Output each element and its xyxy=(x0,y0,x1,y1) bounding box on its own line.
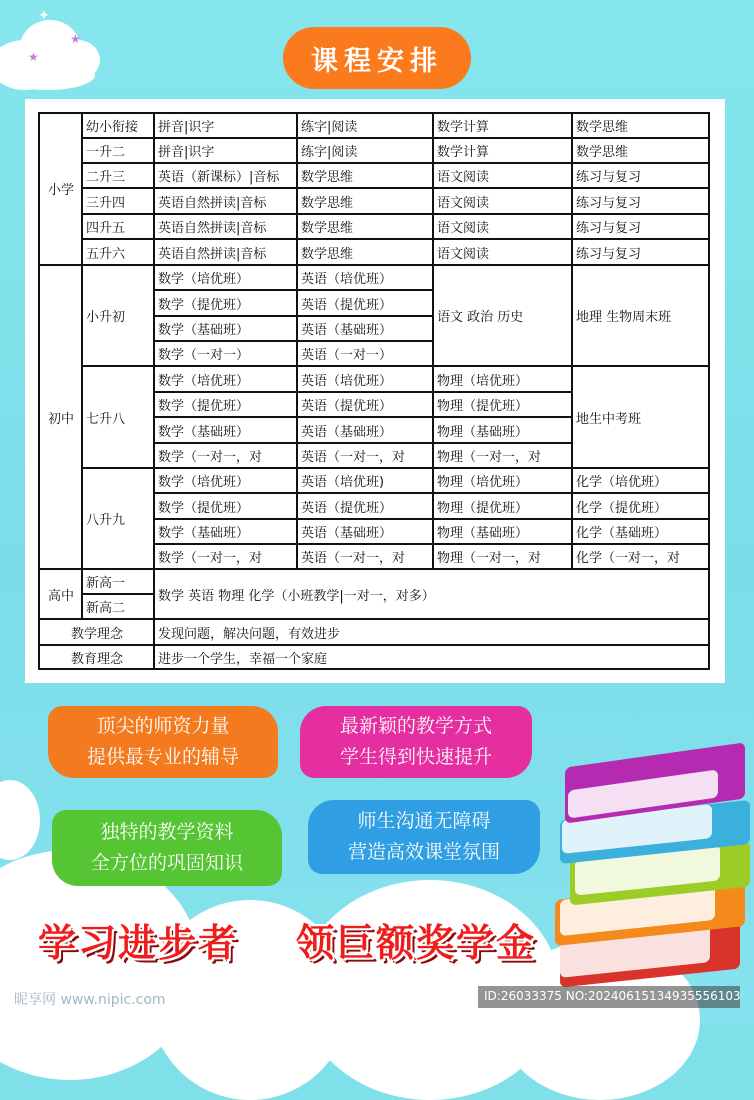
grade-label: 四升五 xyxy=(86,221,126,236)
course-cell: 物理（基础班） xyxy=(437,526,529,541)
course-cell: 数学思维 xyxy=(301,246,354,262)
course-cell: 数学计算 xyxy=(437,119,490,135)
section-label-high: 高中 xyxy=(47,588,74,604)
course-cell: 化学（培优班） xyxy=(576,475,668,490)
course-cell: 练习与复习 xyxy=(576,221,642,236)
table-rule xyxy=(81,112,83,619)
course-cell: 英语（基础班） xyxy=(301,323,393,338)
course-cell: 练字|阅读 xyxy=(301,145,358,160)
feature-tag-materials xyxy=(52,810,282,886)
feature-tag-teachers xyxy=(48,706,278,778)
teaching-philosophy-label: 教学理念 xyxy=(70,626,123,642)
section-label-middle: 初中 xyxy=(47,411,74,427)
course-cell: 英语（提优班） xyxy=(301,500,393,516)
course-cell: 数学（一对一，对 xyxy=(158,551,263,566)
course-cell: 英语自然拼读|音标 xyxy=(158,195,267,211)
course-cell: 数学（基础班） xyxy=(158,526,250,541)
course-cell: 数学思维 xyxy=(301,221,354,236)
tag-line: 师生沟通无障碍 xyxy=(357,810,491,832)
course-cell: 语文阅读 xyxy=(437,221,490,236)
grade-label: 二升三 xyxy=(86,170,126,185)
course-cell: 数学思维 xyxy=(576,145,629,160)
course-cell: 数学 英语 物理 化学（小班教学|一对一，对多） xyxy=(158,588,435,604)
course-cell: 练习与复习 xyxy=(576,195,642,211)
grade-label: 七升八 xyxy=(86,411,126,427)
tag-line: 学生得到快速提升 xyxy=(339,746,492,768)
course-cell: 英语（一对一，对 xyxy=(301,450,406,465)
section-label-primary: 小学 xyxy=(47,183,74,198)
teaching-philosophy-value: 发现问题，解决问题，有效进步 xyxy=(158,626,341,642)
tag-line: 提供最专业的辅导 xyxy=(86,746,239,768)
course-cell: 英语自然拼读|音标 xyxy=(158,221,267,236)
course-cell: 数学思维 xyxy=(301,195,354,211)
course-cell: 物理（提优班） xyxy=(437,399,529,414)
education-philosophy-label: 教育理念 xyxy=(70,652,123,667)
course-cell: 语文 政治 历史 xyxy=(437,310,524,325)
tag-line: 独特的教学资料 xyxy=(100,821,234,843)
course-cell: 地理 生物周末班 xyxy=(576,310,672,325)
slogan-scholarship: 领巨额奖学金 xyxy=(296,921,537,965)
course-cell: 化学（提优班） xyxy=(576,500,668,516)
course-cell: 化学（一对一，对 xyxy=(576,551,681,566)
table-rule xyxy=(296,112,298,569)
grade-label: 三升四 xyxy=(86,195,126,211)
course-cell: 练字|阅读 xyxy=(301,119,358,135)
course-cell: 物理（一对一，对 xyxy=(437,551,542,566)
course-cell: 物理（基础班） xyxy=(437,424,529,440)
course-cell: 英语自然拼读|音标 xyxy=(158,246,267,262)
course-cell: 数学（基础班） xyxy=(158,424,250,440)
course-cell: 数学（提优班） xyxy=(158,500,250,516)
tag-line: 最新颖的教学方式 xyxy=(339,715,492,737)
course-cell: 物理（提优班） xyxy=(437,500,529,516)
course-cell: 英语（一对一） xyxy=(301,348,393,363)
feature-tag-communication xyxy=(308,800,540,874)
grade-label: 新高二 xyxy=(86,601,126,616)
course-cell: 英语（基础班） xyxy=(301,526,393,541)
course-cell: 英语（一对一，对 xyxy=(301,551,406,566)
grade-label: 新高一 xyxy=(86,576,126,591)
table-rule xyxy=(432,112,434,569)
grade-label: 五升六 xyxy=(86,246,126,262)
slogan-learning: 学习进步者 xyxy=(38,921,239,965)
course-cell: 拼音|识字 xyxy=(158,119,215,135)
tag-line: 顶尖的师资力量 xyxy=(96,715,230,737)
course-cell: 英语（培优班） xyxy=(301,272,393,287)
page-title: 课程安排 xyxy=(283,27,471,89)
course-cell: 物理（培优班） xyxy=(437,373,529,389)
course-cell: 数学思维 xyxy=(301,170,354,185)
watermark-site: 昵享网 www.nipic.com xyxy=(14,992,166,1008)
course-cell: 英语（基础班） xyxy=(301,424,393,440)
course-cell: 物理（一对一，对 xyxy=(437,450,542,465)
course-cell: 数学（培优班） xyxy=(158,475,250,490)
course-cell: 数学（提优班） xyxy=(158,297,250,313)
course-cell: 数学（一对一） xyxy=(158,348,250,363)
course-cell: 数学（基础班） xyxy=(158,323,250,338)
table-rule xyxy=(82,593,154,595)
course-cell: 物理（培优班） xyxy=(437,475,529,490)
course-cell: 数学（提优班） xyxy=(158,399,250,414)
course-cell: 数学（一对一，对 xyxy=(158,450,263,465)
course-cell: 英语（培优班） xyxy=(301,373,393,389)
course-cell: 化学（基础班） xyxy=(576,526,668,541)
course-cell: 英语（提优班） xyxy=(301,399,393,414)
tag-line: 营造高效课堂氛围 xyxy=(347,841,500,863)
watermark-id: ID:26033375 NO:20240615134935556103 xyxy=(484,989,741,1003)
course-cell: 语文阅读 xyxy=(437,195,490,211)
grade-label: 幼小衔接 xyxy=(86,119,139,135)
feature-tag-method xyxy=(300,706,532,778)
education-philosophy-value: 进步一个学生，幸福一个家庭 xyxy=(158,652,328,667)
grade-label: 八升九 xyxy=(86,513,126,528)
course-cell: 数学计算 xyxy=(437,145,490,160)
grade-label: 小升初 xyxy=(86,310,126,325)
course-cell: 语文阅读 xyxy=(437,246,490,262)
course-cell: 地生中考班 xyxy=(576,411,642,427)
course-cell: 拼音|识字 xyxy=(158,145,215,160)
grade-label: 一升二 xyxy=(86,145,126,160)
course-cell: 英语（新课标）|音标 xyxy=(158,170,280,185)
table-rule xyxy=(571,112,573,569)
course-cell: 数学（培优班） xyxy=(158,373,250,389)
table-rule xyxy=(153,112,155,670)
course-cell: 练习与复习 xyxy=(576,246,642,262)
course-cell: 英语（培优班) xyxy=(301,475,385,490)
course-cell: 数学思维 xyxy=(576,119,629,135)
course-cell: 语文阅读 xyxy=(437,170,490,185)
course-cell: 数学（培优班） xyxy=(158,272,250,287)
course-cell: 练习与复习 xyxy=(576,170,642,185)
course-cell: 英语（提优班） xyxy=(301,297,393,313)
tag-line: 全方位的巩固知识 xyxy=(90,852,243,874)
